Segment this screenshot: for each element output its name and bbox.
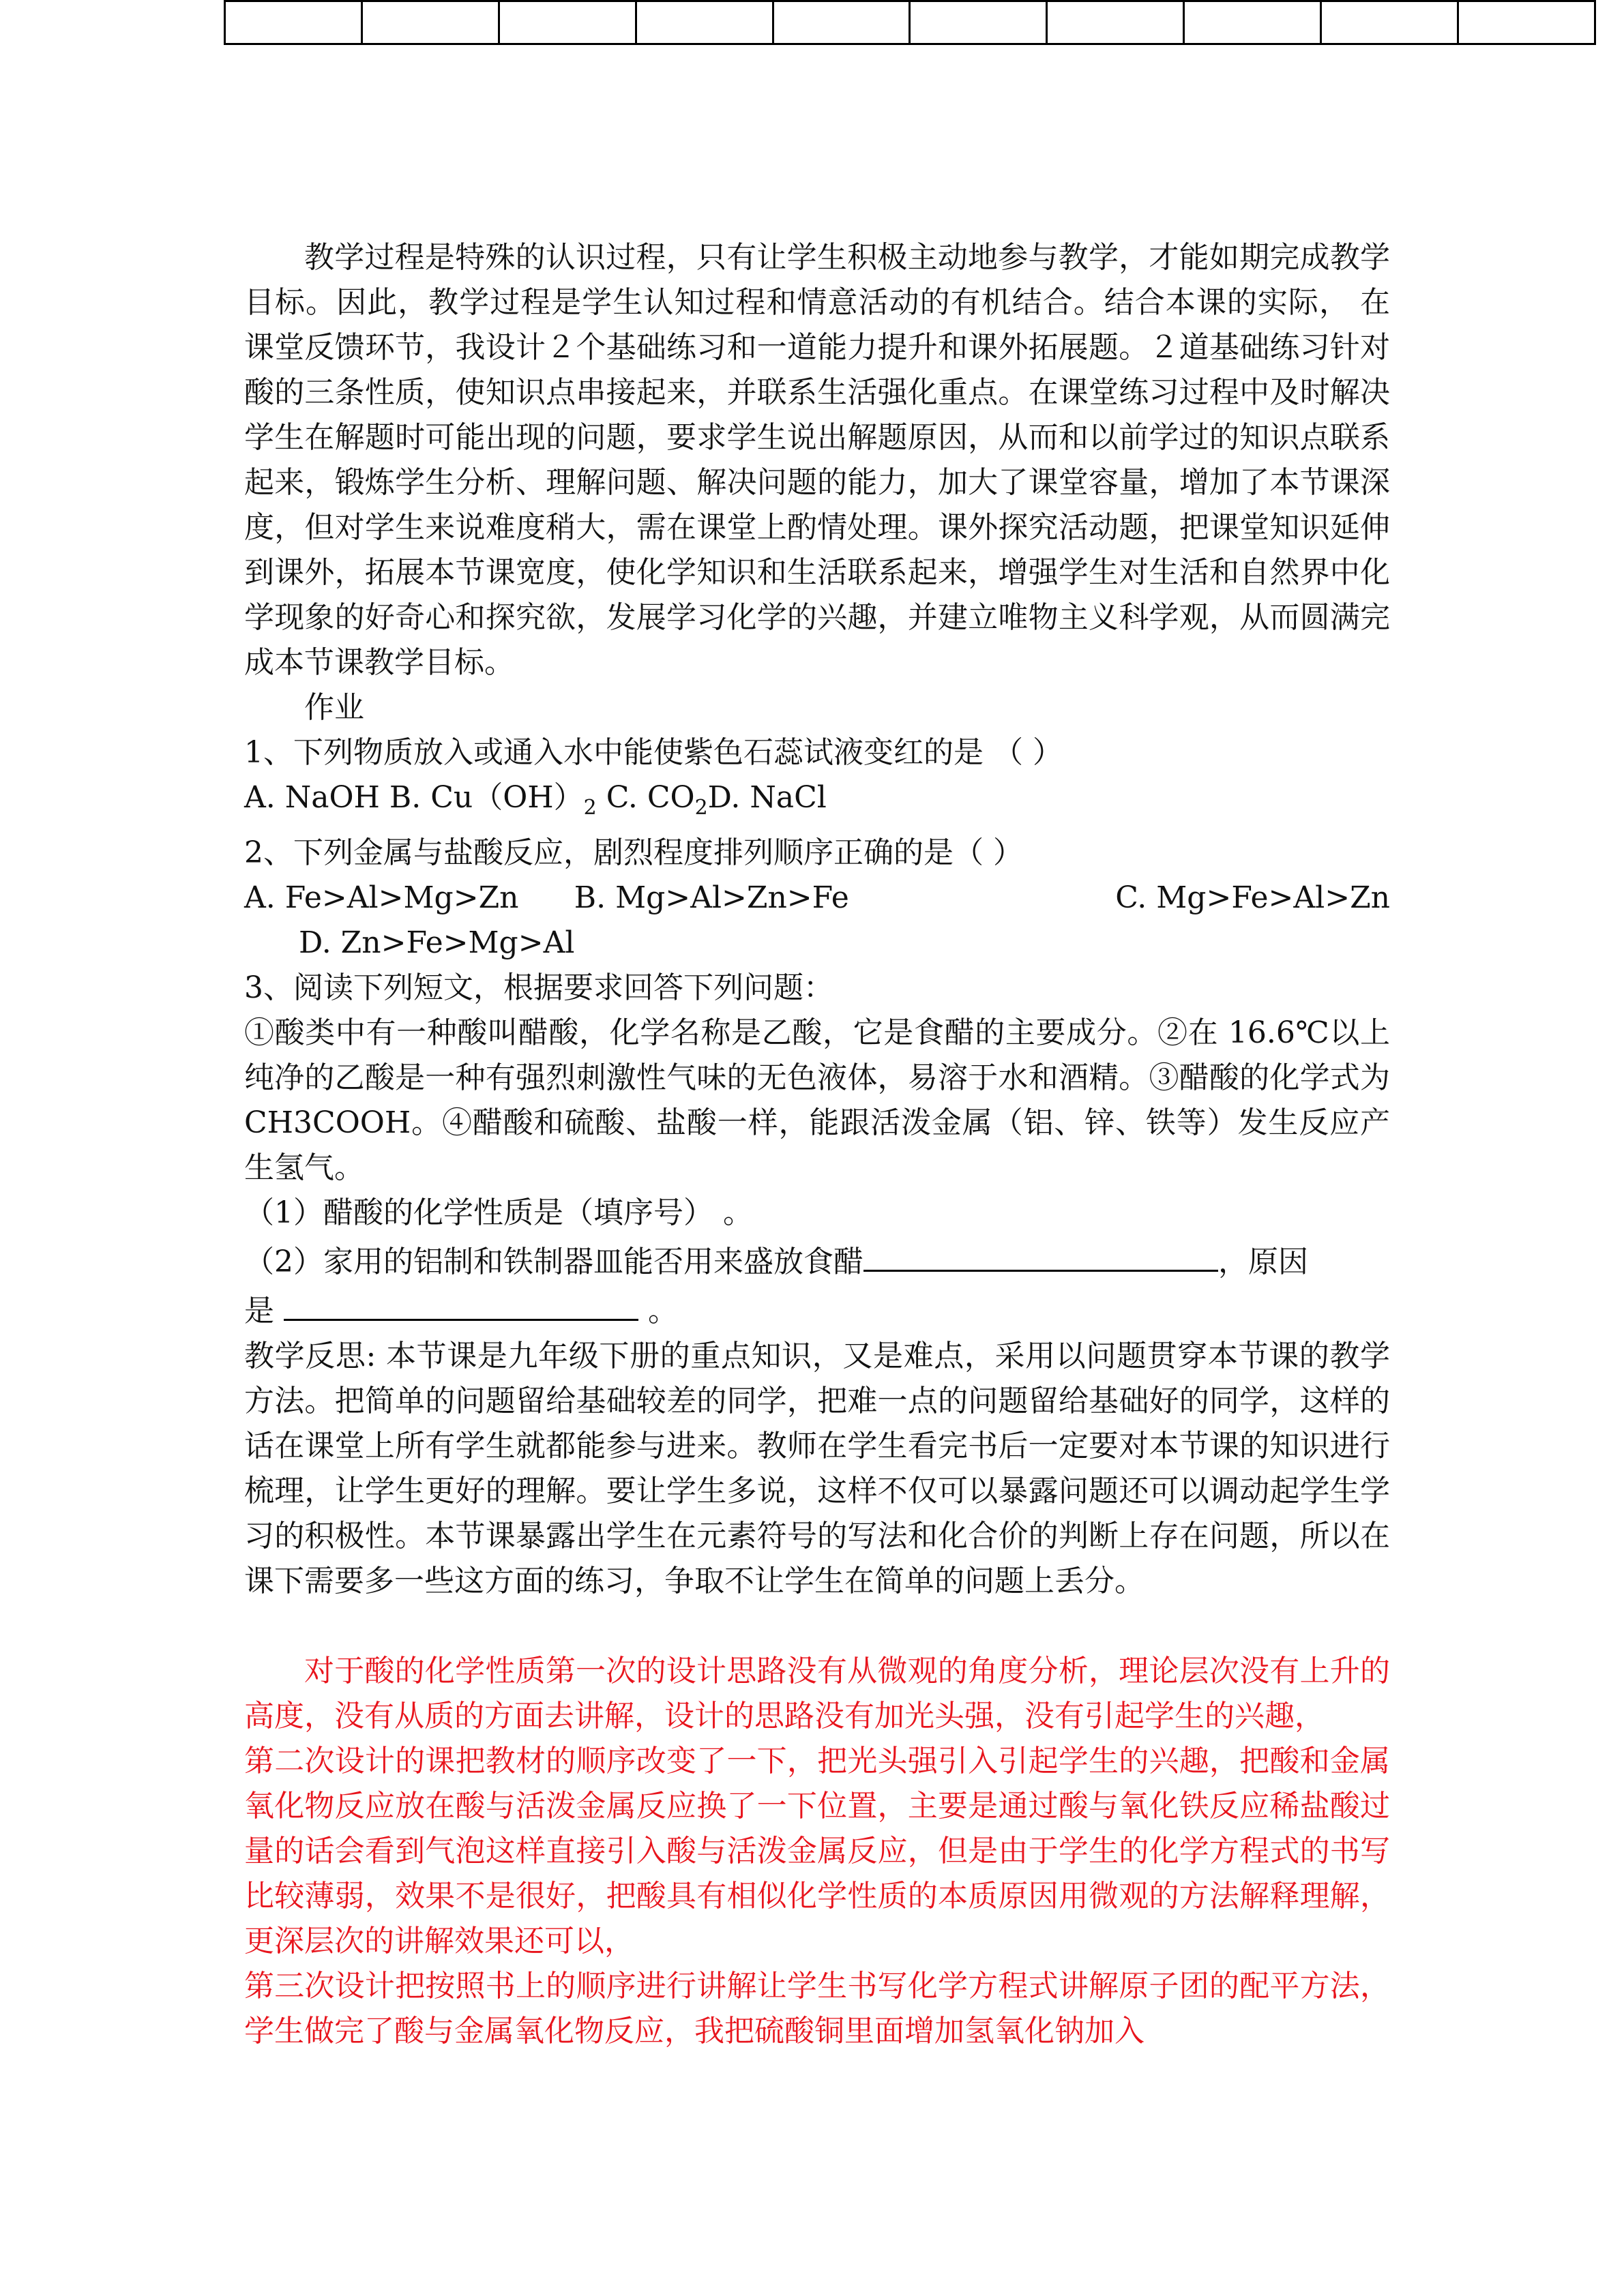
header-table-cell bbox=[499, 1, 636, 44]
q2-option-a: A. Fe>Al>Mg>Zn bbox=[244, 880, 519, 915]
question-2-options bbox=[244, 876, 1390, 921]
reflection-paragraph: 教学反思: 本节课是九年级下册的重点知识，又是难点，采用以问题贯穿本节课的教学方法。把简单的问题留给基础较差的同学，把难一点的问题留给基础好的同学，这样的话在课堂上所有学生就都能参与进来。教师在学生看完书后一定要对本节课的知识进行梳理，让学生更好的理解。要让学生多说，这样不仅可以暴露问题还可以调动起学生学习的积极性。本节课暴露出学生在元素符号的写法和化合价的判断上存在问题，所以在课下需要多一些这方面的练习，争取不让学生在简单的问题上丢分。 bbox=[244, 1338, 1390, 1598]
header-table-cell bbox=[1321, 1, 1458, 44]
question-3-sub-1: （1）醋酸的化学性质是（填序号） 。 bbox=[244, 1195, 753, 1230]
homework-title: 作业 bbox=[304, 690, 364, 725]
header-table-cell bbox=[1047, 1, 1184, 44]
red-note-3: 第三次设计把按照书上的顺序进行讲解让学生书写化学方程式讲解原子团的配平方法，学生做完了酸与金属氧化物反应，我把硫酸铜里面增加氢氧化钠加入 bbox=[244, 1968, 1390, 2048]
spacer bbox=[244, 1604, 1390, 1649]
q2-option-d: D. Zn>Fe>Mg>Al bbox=[299, 925, 575, 960]
header-table-row bbox=[225, 1, 1595, 44]
q3-sub2-suffix: ，原因 bbox=[1218, 1244, 1308, 1279]
intro-paragraph: 教学过程是特殊的认识过程，只有让学生积极主动地参与教学，才能如期完成教学目标。因此，教学过程是学生认知过程和情意活动的有机结合。结合本课的实际， 在课堂反馈环节，我设计２个基础练习和一道能力提升和课外拓展题。２道基础练习针对酸的三条性质，使知识点串接起来，并联系生活强化重点。在课堂练习过程中及时解决学生在解题时可能出现的问题，要求学生说出解题原因，从而和以前学过的知识点联系起来，锻炼学生分析、理解问题、解决问题的能力，加大了课堂容量，增加了本节课深度，但对学生来说难度稍大，需在课堂上酌情处理。课外探究活动题，把课堂知识延伸到课外，拓展本节课宽度，使化学知识和生活联系起来，增强学生对生活和自然界中化学现象的好奇心和探究欲，发展学习化学的兴趣，并建立唯物主义科学观，从而圆满完成本节课教学目标。 bbox=[244, 240, 1390, 680]
q3-sub2-line2-prefix: 是 bbox=[244, 1293, 284, 1328]
header-table bbox=[224, 0, 1596, 45]
header-table-cell bbox=[1184, 1, 1321, 44]
question-3-sub-2 bbox=[244, 1236, 1390, 1285]
q3-sub2-prefix: （2）家用的铝制和铁制器皿能否用来盛放食醋 bbox=[244, 1244, 863, 1279]
question-2-stem: 2、下列金属与盐酸反应，剧烈程度排列顺序正确的是（ ） bbox=[244, 835, 1023, 870]
q1-options-c-subscript: 2 bbox=[694, 795, 708, 820]
answer-blank[interactable] bbox=[863, 1236, 1218, 1272]
header-table-cell bbox=[636, 1, 773, 44]
q3-sub2-line2-suffix: 。 bbox=[638, 1293, 678, 1328]
header-table-cell bbox=[910, 1, 1047, 44]
q2-option-c: C. Mg>Fe>Al>Zn bbox=[1115, 880, 1390, 915]
q1-options-a: A. NaOH B. Cu（OH） bbox=[244, 780, 584, 815]
header-table-cell bbox=[1458, 1, 1595, 44]
document-body bbox=[244, 235, 1390, 2054]
header-table-cell bbox=[361, 1, 499, 44]
question-3-sub-2-line2 bbox=[244, 1285, 1390, 1334]
answer-blank[interactable] bbox=[284, 1285, 638, 1321]
red-note-2: 第二次设计的课把教材的顺序改变了一下，把光头强引入引起学生的兴趣，把酸和金属氧化物反应放在酸与活泼金属反应换了一下位置，主要是通过酸与氧化铁反应稀盐酸过量的话会看到气泡这样直接引入酸与活泼金属反应，但是由于学生的化学方程式的书写比较薄弱，效果不是很好，把酸具有相似化学性质的本质原因用微观的方法解释理解，更深层次的讲解效果还可以， bbox=[244, 1743, 1390, 1958]
q2-option-b: B. Mg>Al>Zn>Fe bbox=[574, 880, 849, 915]
q1-options-d: D. NaCl bbox=[707, 780, 827, 815]
question-3-stem: 3、阅读下列短文，根据要求回答下列问题： bbox=[244, 970, 833, 1005]
header-table-cell bbox=[773, 1, 910, 44]
header-table-cell bbox=[225, 1, 362, 44]
question-3-passage: ①酸类中有一种酸叫醋酸，化学名称是乙酸，它是食醋的主要成分。②在 16.6℃以上纯净的乙酸是一种有强烈刺激性气味的无色液体，易溶于水和酒精。③醋酸的化学式为 CH3COOH。④醋酸和硫酸、盐酸一样，能跟活泼金属（铝、锌、铁等）发生反应产生氢气。 bbox=[244, 1015, 1390, 1185]
question-1-stem: 1、下列物质放入或通入水中能使紫色石蕊试液变红的是 （ ） bbox=[244, 735, 1063, 770]
q1-options-c: C. CO bbox=[596, 780, 695, 815]
question-1-options bbox=[244, 775, 1390, 831]
red-note-1: 对于酸的化学性质第一次的设计思路没有从微观的角度分析，理论层次没有上升的高度，没有从质的方面去讲解，设计的思路没有加光头强，没有引起学生的兴趣， bbox=[244, 1653, 1390, 1733]
q1-options-a-subscript: 2 bbox=[583, 795, 597, 820]
